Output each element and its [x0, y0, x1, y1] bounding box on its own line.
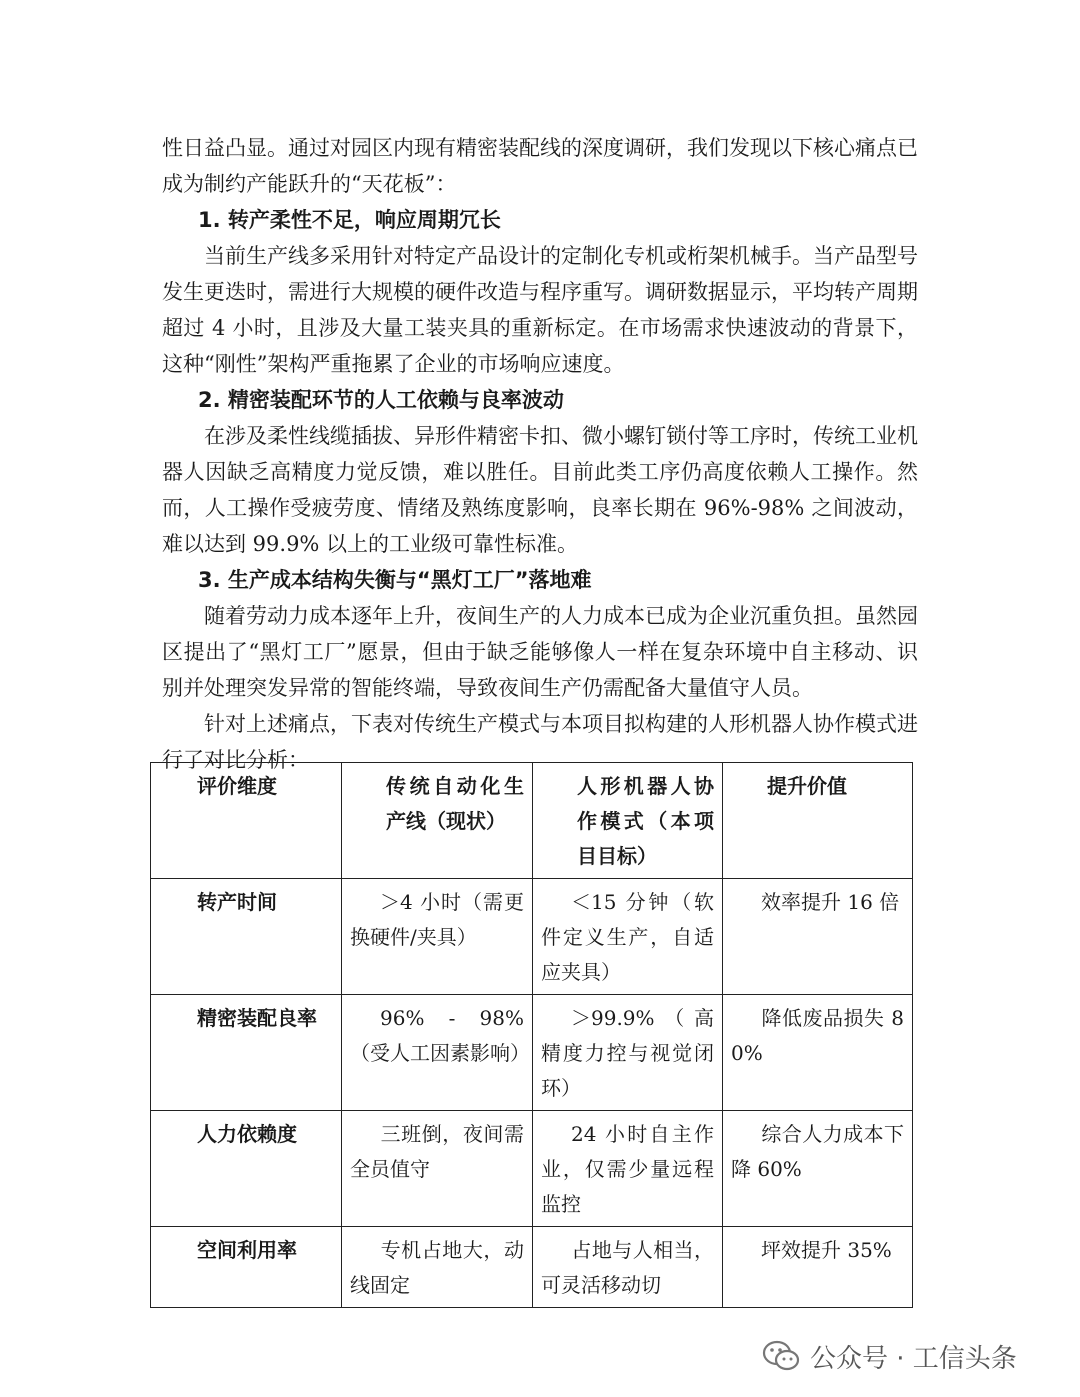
cell-humanoid: 24 小时自主作业，仅需少量远程监控	[533, 1111, 723, 1227]
header-cell-value: 提升价值	[723, 763, 913, 879]
header-cell-humanoid: 人形机器人协作模式（本项目目标）	[533, 763, 723, 879]
cell-traditional: 专机占地大，动线固定	[342, 1227, 533, 1308]
wechat-icon	[762, 1340, 800, 1372]
cell-value: 效率提升 16 倍	[723, 879, 913, 995]
cell-dimension: 转产时间	[151, 879, 342, 995]
section-paragraph-2: 在涉及柔性线缆插拔、异形件精密卡扣、微小螺钉锁付等工序时，传统工业机器人因缺乏高精度力觉反馈，难以胜任。目前此类工序仍高度依赖人工操作。然而，人工操作受疲劳度、情绪及熟练度影响，良率长期在 96%-98% 之间波动，难以达到 99.9% 以上的工业级可靠性标准。	[162, 424, 918, 556]
table-header-row	[151, 763, 913, 879]
header-cell-traditional: 传统自动化生产线（现状）	[342, 763, 533, 879]
intro-paragraph: 性日益凸显。通过对园区内现有精密装配线的深度调研，我们发现以下核心痛点已成为制约产能跃升的“天花板”：	[162, 136, 918, 196]
cell-dimension: 精密装配良率	[151, 995, 342, 1111]
section-heading-2: 2. 精密装配环节的人工依赖与良率波动	[198, 388, 564, 412]
cell-value: 降低废品损失 80%	[723, 995, 913, 1111]
cell-value: 坪效提升 35%	[723, 1227, 913, 1308]
cell-traditional: ＞4 小时（需更换硬件/夹具）	[342, 879, 533, 995]
section-heading-1: 1. 转产柔性不足，响应周期冗长	[198, 208, 501, 232]
source-watermark	[762, 1336, 1017, 1376]
table-row	[151, 995, 913, 1111]
cell-humanoid: ＞99.9%（高精度力控与视觉闭环）	[533, 995, 723, 1111]
cell-humanoid: ＜15 分钟（软件定义生产，自适应夹具）	[533, 879, 723, 995]
cell-humanoid: 占地与人相当，可灵活移动切	[533, 1227, 723, 1308]
cell-dimension: 人力依赖度	[151, 1111, 342, 1227]
cell-value: 综合人力成本下降 60%	[723, 1111, 913, 1227]
table-row	[151, 1227, 913, 1308]
header-cell-dimension: 评价维度	[151, 763, 342, 879]
cell-traditional: 三班倒，夜间需全员值守	[342, 1111, 533, 1227]
section-paragraph-3: 随着劳动力成本逐年上升，夜间生产的人力成本已成为企业沉重负担。虽然园区提出了“黑灯工厂”愿景，但由于缺乏能够像人一样在复杂环境中自主移动、识别并处理突发异常的智能终端，导致夜间生产仍需配备大量值守人员。	[162, 604, 918, 700]
cell-dimension: 空间利用率	[151, 1227, 342, 1308]
comparison-table	[150, 762, 913, 1308]
section-paragraph-1: 当前生产线多采用针对特定产品设计的定制化专机或桁架机械手。当产品型号发生更迭时，需进行大规模的硬件改造与程序重写。调研数据显示，平均转产周期超过 4 小时，且涉及大量工装夹具的重新标定。在市场需求快速波动的背景下，这种“刚性”架构严重拖累了企业的市场响应速度。	[162, 244, 918, 376]
section-heading-3: 3. 生产成本结构失衡与“黑灯工厂”落地难	[198, 568, 592, 592]
table-row	[151, 879, 913, 995]
cell-traditional: 96% - 98%（受人工因素影响）	[342, 995, 533, 1111]
watermark-text: 公众号 · 工信头条	[810, 1343, 1017, 1374]
table-intro-paragraph: 针对上述痛点，下表对传统生产模式与本项目拟构建的人形机器人协作模式进行了对比分析：	[162, 712, 918, 772]
table-row	[151, 1111, 913, 1227]
